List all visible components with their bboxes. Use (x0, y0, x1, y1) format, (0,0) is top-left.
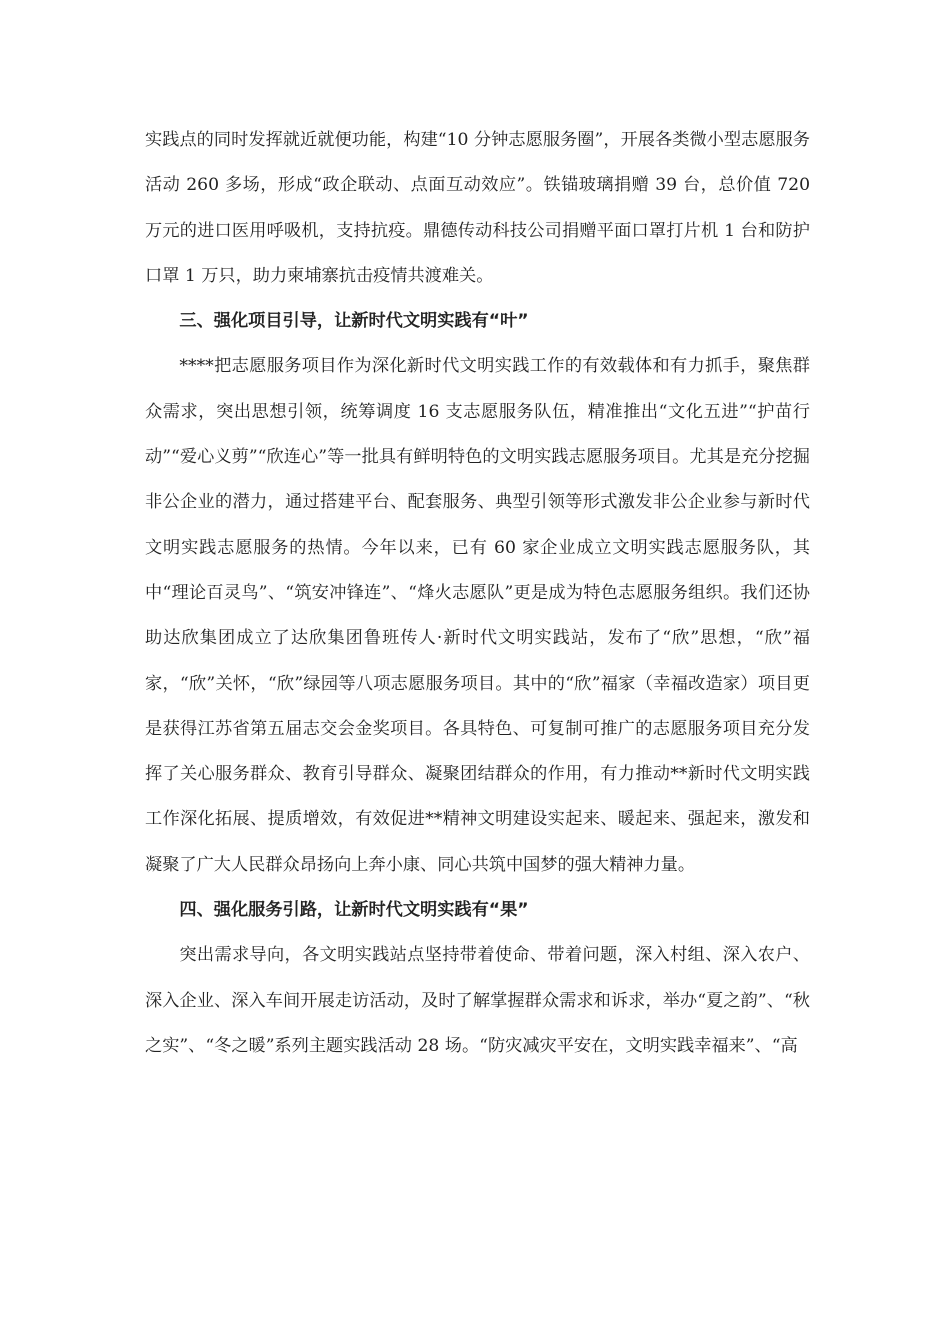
body-paragraph-continued: 实践点的同时发挥就近就便功能，构建“10 分钟志愿服务圈”，开展各类微小型志愿服务活动 260 多场，形成“政企联动、点面互动效应”。铁锚玻璃捐赠 39 台，总价值 720 万元的进口医用呼吸机，支持抗疫。鼎德传动科技公司捐赠平面口罩打片机 1 台和防护口罩 1 万只，助力柬埔寨抗击疫情共渡难关。 (145, 130, 811, 286)
body-paragraph-section-4: 突出需求导向，各文明实践站点坚持带着使命、带着问题，深入村组、深入农户、深入企业、深入车间开展走访活动，及时了解掌握群众需求和诉求，举办“夏之韵”、“秋之实”、“冬之暖”系列主题实践活动 28 场。“防灾减灾平安在，文明实践幸福来”、“高 (145, 945, 810, 1056)
body-paragraph-section-3: ****把志愿服务项目作为深化新时代文明实践工作的有效载体和有力抓手，聚焦群众需求，突出思想引领，统筹调度 16 支志愿服务队伍，精准推出“文化五进”“护苗行动”“爱心义剪”“欣连心”等一批具有鲜明特色的文明实践志愿服务项目。尤其是充分挖掘非公企业的潜力，通过搭建平台、配套服务、典型引领等形式激发非公企业参与新时代文明实践志愿服务的热情。今年以来，已有 60 家企业成立文明实践志愿服务队，其中“理论百灵鸟”、“筑安冲锋连”、“烽火志愿队”更是成为特色志愿服务组织。我们还协助达欣集团成立了达欣集团鲁班传人·新时代文明实践站，发布了“欣”思想，“欣”福家，“欣”关怀，“欣”绿园等八项志愿服务项目。其中的“欣”福家（幸福改造家）项目更是获得江苏省第五届志交会金奖项目。各具特色、可复制可推广的志愿服务项目充分发挥了关心服务群众、教育引导群众、凝聚团结群众的作用，有力推动**新时代文明实践工作深化拓展、提质增效，有效促进**精神文明建设实起来、暖起来、强起来，激发和凝聚了广大人民群众昂扬向上奔小康、同心共筑中国梦的强大精神力量。 (145, 356, 810, 875)
document-body (145, 118, 810, 1069)
section-heading-3: 三、强化项目引导，让新时代文明实践有“叶” (179, 311, 529, 332)
section-heading-4: 四、强化服务引路，让新时代文明实践有“果” (179, 900, 529, 921)
